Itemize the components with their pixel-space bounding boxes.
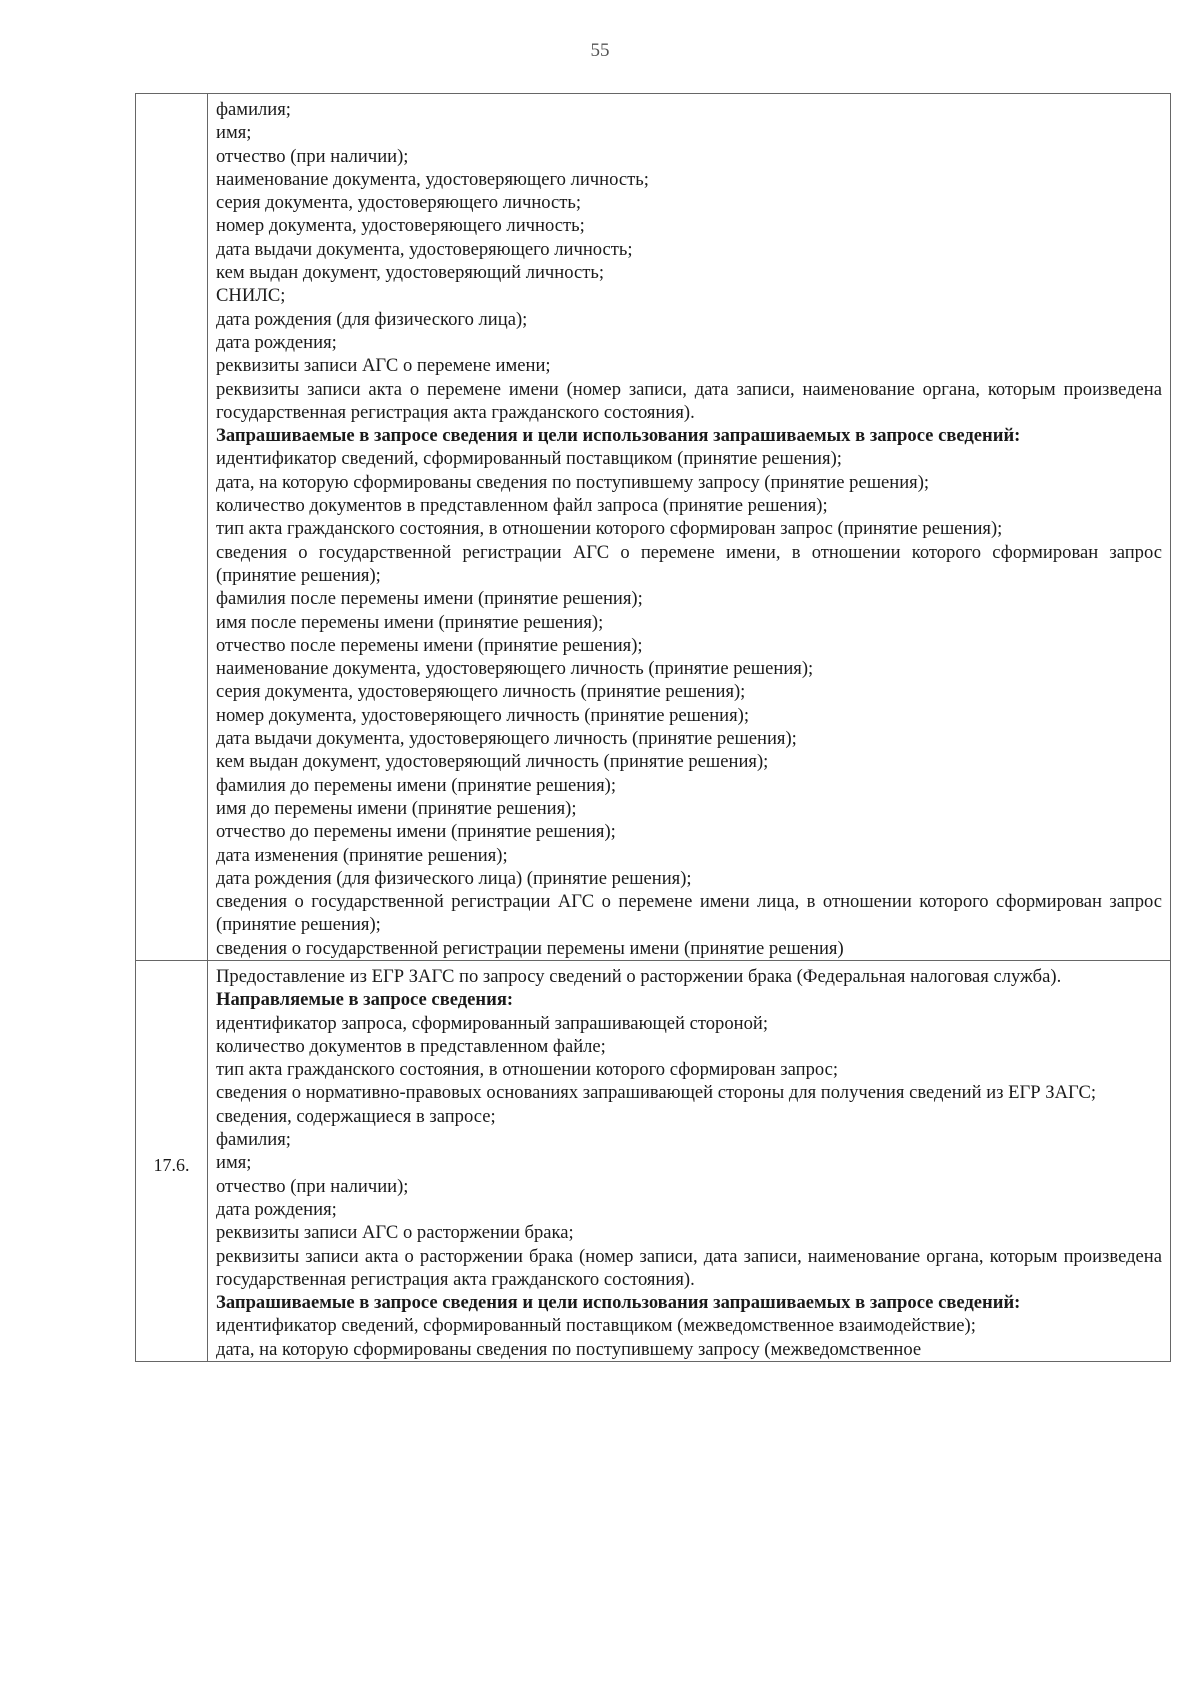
list-item: СНИЛС;	[216, 285, 286, 307]
list-item: дата, на которую сформированы сведения по поступившему запросу (принятие решения);	[216, 471, 930, 493]
list-item: дата рождения (для физического лица);	[216, 308, 528, 330]
list-item: дата рождения (для физического лица) (принятие решения);	[216, 867, 692, 889]
list-item: сведения о государственной регистрации перемены имени (принятие решения)	[216, 937, 844, 959]
list-item: серия документа, удостоверяющего личность;	[216, 192, 582, 214]
list-item: фамилия после перемены имени (принятие решения);	[216, 588, 643, 610]
list-item: имя;	[216, 1152, 252, 1174]
list-item: наименование документа, удостоверяющего личность (принятие решения);	[216, 658, 814, 680]
list-item: фамилия;	[216, 1129, 291, 1151]
list-item: имя;	[216, 122, 252, 144]
list-item: реквизиты записи АГС о перемене имени;	[216, 355, 551, 377]
list-item: отчество (при наличии);	[216, 1175, 409, 1197]
page-number: 55	[590, 40, 610, 61]
list-item: идентификатор сведений, сформированный поставщиком (межведомственное взаимодействие);	[216, 1315, 976, 1337]
list-item: номер документа, удостоверяющего личность;	[216, 215, 585, 237]
section-heading: Запрашиваемые в запросе сведения и цели использования запрашиваемых в запросе сведений:	[216, 425, 1021, 447]
list-item: идентификатор запроса, сформированный запрашивающей стороной;	[216, 1012, 769, 1034]
list-item: реквизиты записи акта о перемене имени (номер записи, дата записи, наименование органа, которым произведена государственная регистрация акта гражданского состояния).	[216, 378, 1162, 423]
row-content-cell	[208, 960, 1171, 1361]
list-item: отчество (при наличии);	[216, 145, 409, 167]
list-item: номер документа, удостоверяющего личность (принятие решения);	[216, 704, 750, 726]
list-item: сведения, содержащиеся в запросе;	[216, 1105, 496, 1127]
list-item: тип акта гражданского состояния, в отношении которого сформирован запрос (принятие решения);	[216, 518, 1003, 540]
list-item: отчество после перемены имени (принятие решения);	[216, 634, 643, 656]
list-item: количество документов в представленном файле;	[216, 1035, 606, 1057]
section-heading: Направляемые в запросе сведения:	[216, 989, 514, 1011]
row-content-cell	[208, 94, 1171, 961]
row-number-cell	[136, 94, 208, 961]
list-item: имя после перемены имени (принятие решения);	[216, 611, 604, 633]
list-item: сведения о государственной регистрации АГС о перемене имени лица, в отношении которого сформирован запрос (принятие решения);	[216, 891, 1162, 936]
list-item: кем выдан документ, удостоверяющий личность (принятие решения);	[216, 751, 769, 773]
row-number-cell: 17.6.	[136, 960, 208, 1361]
list-item: дата, на которую сформированы сведения по поступившему запросу (межведомственное	[216, 1338, 922, 1360]
list-item: наименование документа, удостоверяющего личность;	[216, 168, 649, 190]
table-row	[136, 960, 1171, 1361]
list-item: фамилия до перемены имени (принятие решения);	[216, 774, 617, 796]
list-item: дата рождения;	[216, 1198, 337, 1220]
section-heading: Запрашиваемые в запросе сведения и цели использования запрашиваемых в запросе сведений:	[216, 1292, 1021, 1314]
list-item: количество документов в представленном файл запроса (принятие решения);	[216, 495, 828, 517]
list-item: дата выдачи документа, удостоверяющего личность;	[216, 238, 633, 260]
list-item: реквизиты записи акта о расторжении брака (номер записи, дата записи, наименование органа, которым произведена государственная регистрация акта гражданского состояния).	[216, 1245, 1162, 1290]
list-item: сведения о государственной регистрации АГС о перемене имени, в отношении которого сформирован запрос (принятие решения);	[216, 541, 1162, 586]
list-item: дата изменения (принятие решения);	[216, 844, 508, 866]
list-item: дата рождения;	[216, 331, 337, 353]
list-item: Предоставление из ЕГР ЗАГС по запросу сведений о расторжении брака (Федеральная налоговая служба).	[216, 965, 1062, 987]
list-item: фамилия;	[216, 99, 291, 120]
list-item: кем выдан документ, удостоверяющий личность;	[216, 262, 605, 284]
list-item: дата выдачи документа, удостоверяющего личность (принятие решения);	[216, 728, 797, 750]
list-item: отчество до перемены имени (принятие решения);	[216, 821, 616, 843]
list-item: тип акта гражданского состояния, в отношении которого сформирован запрос;	[216, 1059, 839, 1081]
list-item: серия документа, удостоверяющего личность (принятие решения);	[216, 681, 746, 703]
list-item: реквизиты записи АГС о расторжении брака;	[216, 1222, 574, 1244]
table-row	[136, 94, 1171, 961]
list-item: имя до перемены имени (принятие решения);	[216, 797, 577, 819]
list-item: идентификатор сведений, сформированный поставщиком (принятие решения);	[216, 448, 842, 470]
list-item: сведения о нормативно-правовых основаниях запрашивающей стороны для получения сведений из ЕГР ЗАГС;	[216, 1082, 1097, 1104]
registry-table	[135, 93, 1171, 1362]
